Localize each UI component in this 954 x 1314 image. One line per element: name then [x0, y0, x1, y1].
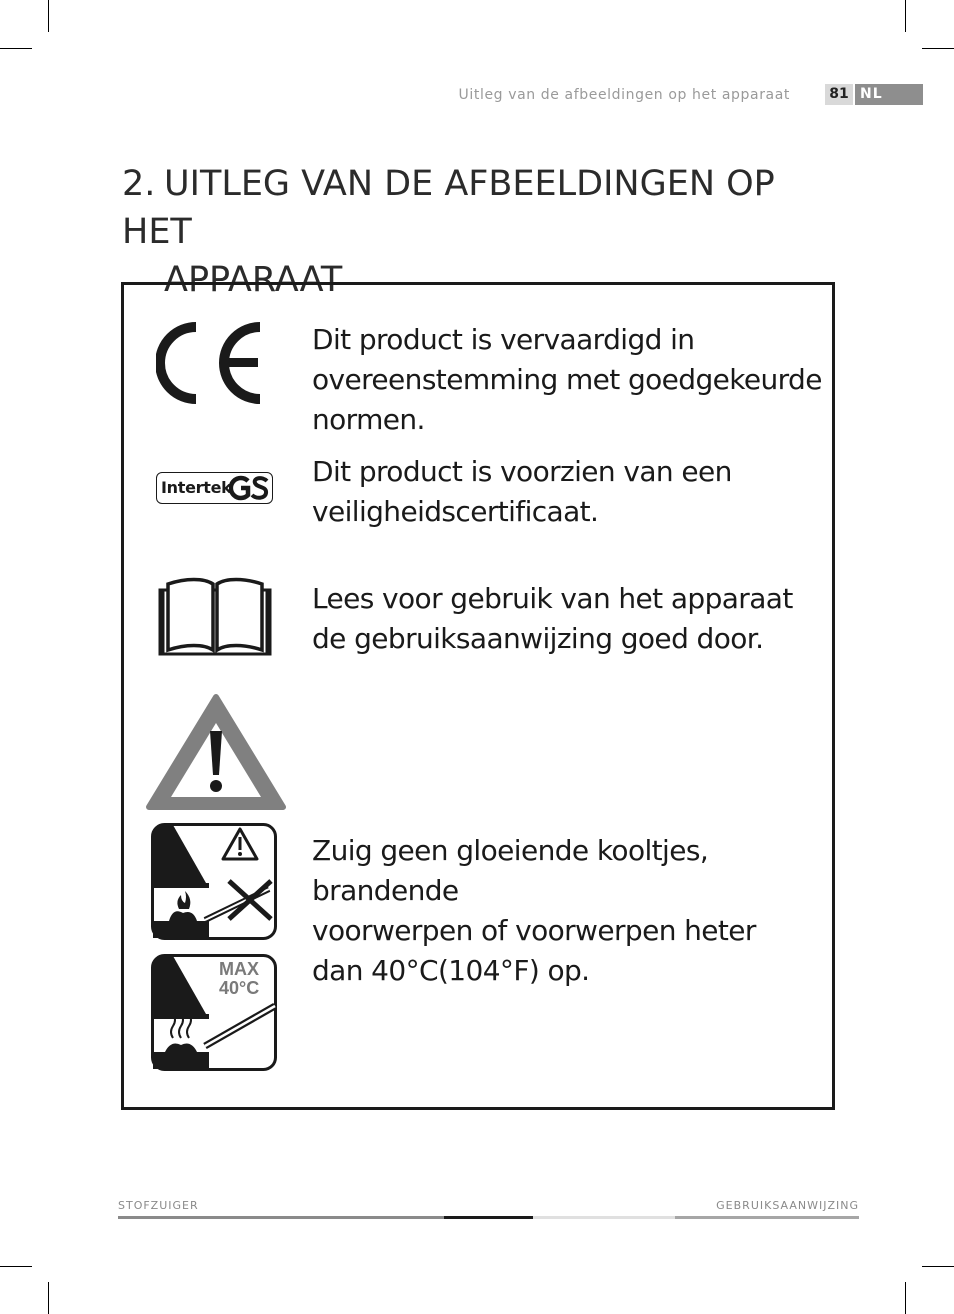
no-hot-ashes-description: Zuig geen gloeiende kooltjes, brandende voorwerpen of voorwerpen heter dan 40°C(104°F) op.: [312, 834, 756, 987]
manual-description: Lees voor gebruik van het apparaat de gebruiksaanwijzing goed door.: [312, 582, 793, 655]
crop-mark: [0, 48, 32, 49]
section-title-line2: APPARAAT: [164, 260, 343, 300]
footer-rule: [675, 1216, 859, 1219]
intertek-gs-icon: [156, 472, 273, 504]
intertek-logo-text: Intertek: [161, 478, 232, 497]
ce-mark-icon: [156, 321, 266, 405]
crop-mark: [905, 0, 906, 32]
running-header: Uitleg van de afbeeldingen op het apparaat: [458, 87, 790, 103]
language-tab: NL: [855, 84, 923, 105]
max-label: MAX: [219, 959, 259, 979]
footer-rule: [533, 1216, 675, 1219]
footer-document-type: GEBRUIKSAANWIJZING: [716, 1199, 859, 1212]
page-number: 81: [825, 84, 853, 105]
crop-mark: [0, 1266, 32, 1267]
crop-mark: [922, 1266, 954, 1267]
section-title-line1: UITLEG VAN DE AFBEELDINGEN OP HET: [122, 164, 775, 252]
crop-mark: [48, 1282, 49, 1314]
crop-mark: [905, 1282, 906, 1314]
footer-rule: [444, 1216, 533, 1219]
section-number: 2.: [122, 164, 156, 204]
warning-triangle-icon: [145, 693, 287, 812]
intertek-gs-description: Dit product is voorzien van een veiligheidscertificaat.: [312, 455, 732, 528]
ce-mark-description: Dit product is vervaardigd in overeenstemming met goedgekeurde normen.: [312, 323, 822, 436]
footer-product-name: STOFZUIGER: [118, 1199, 199, 1212]
temperature-label: 40°C: [219, 978, 260, 998]
max-temperature-icon: [151, 954, 277, 1071]
manual-book-icon: [158, 576, 272, 656]
gs-mark-icon: [229, 474, 271, 501]
no-hot-ashes-icon: [151, 823, 277, 940]
crop-mark: [922, 48, 954, 49]
crop-mark: [48, 0, 49, 32]
symbol-explanation-box: [121, 282, 835, 1110]
footer-rule: [118, 1216, 444, 1219]
